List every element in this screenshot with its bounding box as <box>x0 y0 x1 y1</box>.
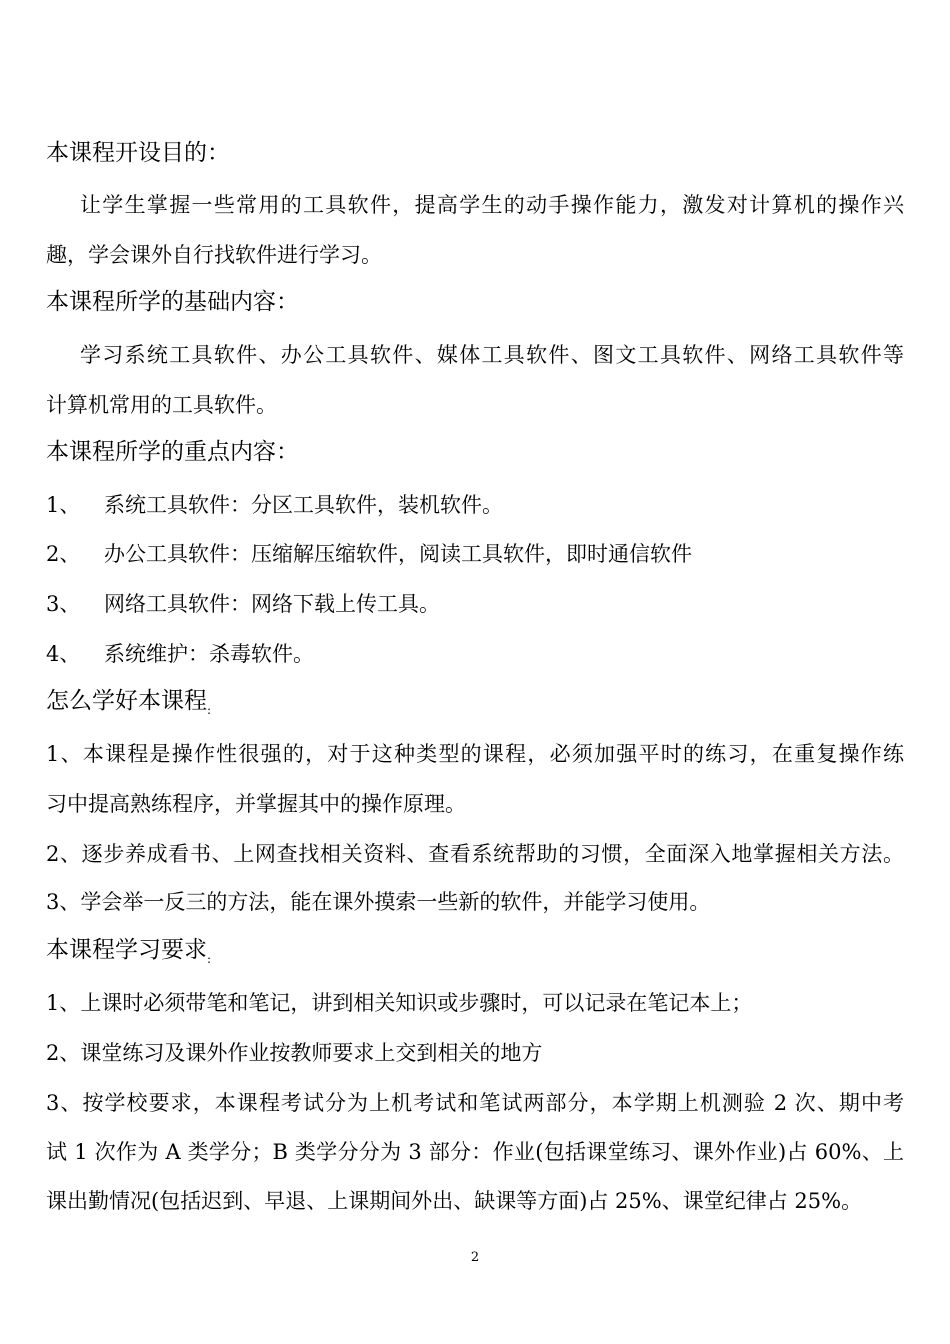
requirements-line-3: 3、按学校要求，本课程考试分为上机考试和笔试两部分，本学期上机测验 2 次、期中考 <box>46 1091 904 1115</box>
requirements-line-5: 课出勤情况(包括迟到、早退、上课期间外出、缺课等方面)占 25%、课堂纪律占 25%。 <box>46 1189 863 1213</box>
how-line-3: 2、逐步养成看书、上网查找相关资料、查看系统帮助的习惯，全面深入地掌握相关方法。 <box>46 842 904 866</box>
list-item-text: 系统工具软件：分区工具软件，装机软件。 <box>104 493 503 517</box>
how-heading-text: 怎么学好本课程 <box>46 688 207 714</box>
list-item-text: 网络工具软件：网络下载上传工具。 <box>104 592 440 616</box>
how-line-2: 习中提高熟练程序，并掌握其中的操作原理。 <box>46 792 466 816</box>
basic-line-1: 学习系统工具软件、办公工具软件、媒体工具软件、图文工具软件、网络工具软件等 <box>80 343 904 367</box>
requirements-line-1: 1、上课时必须带笔和笔记，讲到相关知识或步骤时，可以记录在笔记本上； <box>46 991 753 1015</box>
how-heading-colon: : <box>207 703 212 717</box>
list-item <box>46 639 314 669</box>
requirements-line-2: 2、课堂练习及课外作业按教师要求上交到相关的地方 <box>46 1041 543 1065</box>
list-item <box>46 539 692 569</box>
purpose-line-2: 趣，学会课外自行找软件进行学习。 <box>46 243 382 267</box>
purpose-line-1: 让学生掌握一些常用的工具软件，提高学生的动手操作能力，激发对计算机的操作兴 <box>80 193 904 217</box>
purpose-heading: 本课程开设目的： <box>46 140 230 166</box>
list-item-number: 1、 <box>46 493 81 517</box>
list-item-number: 4、 <box>46 642 81 666</box>
list-item <box>46 589 440 619</box>
key-heading: 本课程所学的重点内容： <box>46 439 299 465</box>
requirements-line-4: 试 1 次作为 A 类学分；B 类学分分为 3 部分：作业(包括课堂练习、课外作业)占 60%、上 <box>46 1140 904 1164</box>
list-item-text: 办公工具软件：压缩解压缩软件，阅读工具软件，即时通信软件 <box>104 542 692 566</box>
how-line-1: 1、本课程是操作性很强的，对于这种类型的课程，必须加强平时的练习，在重复操作练 <box>46 742 904 766</box>
list-item-text: 系统维护：杀毒软件。 <box>104 642 314 666</box>
list-item <box>46 490 503 520</box>
requirements-heading-colon: : <box>207 952 212 966</box>
basic-line-2: 计算机常用的工具软件。 <box>46 393 277 417</box>
page-number: 2 <box>470 1250 480 1265</box>
list-item-number: 3、 <box>46 592 81 616</box>
requirements-heading-text: 本课程学习要求 <box>46 937 207 963</box>
how-line-4: 3、学会举一反三的方法，能在课外摸索一些新的软件，并能学习使用。 <box>46 890 711 914</box>
requirements-heading <box>46 935 211 974</box>
list-item-number: 2、 <box>46 542 81 566</box>
basic-heading: 本课程所学的基础内容： <box>46 289 299 315</box>
how-heading <box>46 686 211 725</box>
